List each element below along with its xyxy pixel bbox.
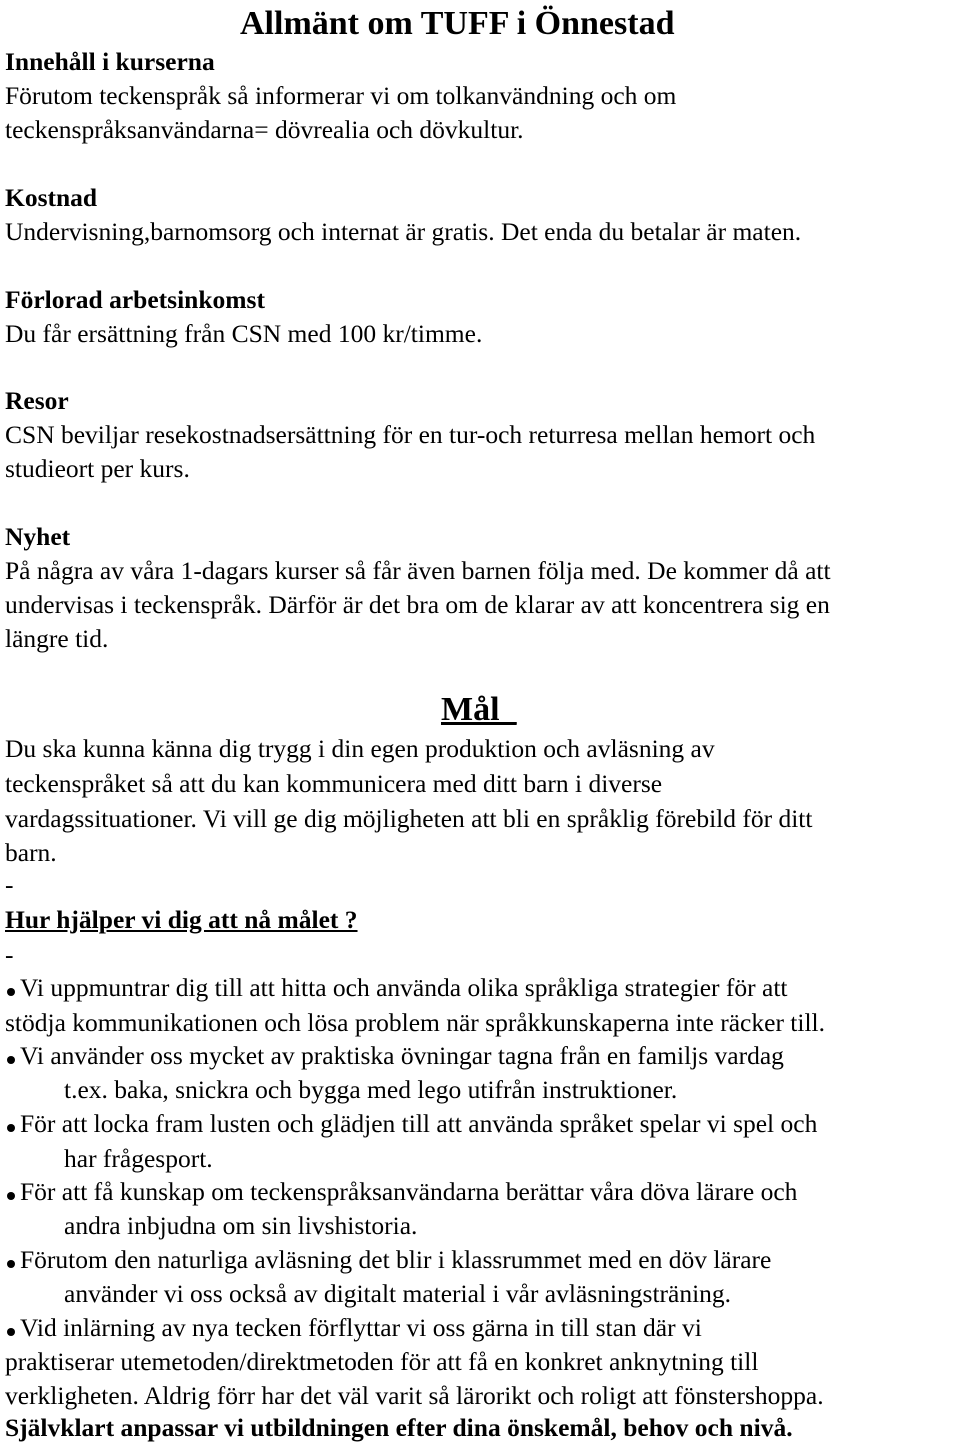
section-heading-news: Nyhet	[5, 522, 71, 551]
goal-heading: Mål_	[441, 691, 517, 728]
goal-line: teckenspråket så att du kan kommunicera med ditt barn i diverse	[5, 769, 663, 798]
bullet-item-line: praktiserar utemetoden/direktmetoden för att få en konkret anknytning till	[5, 1347, 759, 1376]
section-heading-content: Innehåll i kurserna	[5, 47, 215, 76]
bullet-item-line: stödja kommunikationen och lösa problem när språkkunskaperna inte räcker till.	[5, 1008, 826, 1037]
bullet-item-line: verkligheten. Aldrig förr har det väl varit så lärorikt och roligt att fönstershoppa.	[5, 1381, 824, 1410]
section-heading-travel: Resor	[5, 386, 69, 415]
bullet-item-line: t.ex. baka, snickra och bygga med lego utifrån instruktioner.	[64, 1075, 678, 1104]
how-heading: Hur hjälper vi dig att nå målet ?	[5, 905, 358, 934]
bullet-icon	[7, 1056, 15, 1064]
section-news-line: På några av våra 1-dagars kurser så får även barnen följa med. De kommer då att	[5, 556, 831, 585]
section-content-line: teckenspråksanvändarna= dövrealia och dövkultur.	[5, 115, 524, 144]
section-content-line: Förutom teckenspråk så informerar vi om tolkanvändning och om	[5, 81, 677, 110]
bullet-item-line: Förutom den naturliga avläsning det blir i klassrummet med en döv lärare	[20, 1245, 772, 1274]
page-title: Allmänt om TUFF i Önnestad	[240, 5, 675, 42]
bullet-item-line: andra inbjudna om sin livshistoria.	[64, 1211, 418, 1240]
dash-separator: -	[5, 870, 14, 899]
bullet-item-line: Vid inlärning av nya tecken förflyttar vi oss gärna in till stan där vi	[20, 1313, 702, 1342]
section-travel-line: CSN beviljar resekostnadsersättning för en tur-och returresa mellan hemort och	[5, 420, 816, 449]
section-travel-line: studieort per kurs.	[5, 454, 190, 483]
section-cost-line: Undervisning,barnomsorg och internat är gratis. Det enda du betalar är maten.	[5, 217, 802, 246]
bullet-icon	[7, 1328, 15, 1336]
bullet-icon	[7, 1124, 15, 1132]
section-heading-cost: Kostnad	[5, 183, 98, 212]
section-heading-lost-income: Förlorad arbetsinkomst	[5, 285, 265, 314]
bullet-item-line: har frågesport.	[64, 1144, 213, 1173]
bullet-item-line: Vi uppmuntrar dig till att hitta och använda olika språkliga strategier för att	[20, 973, 788, 1002]
dash-separator: -	[5, 940, 14, 969]
goal-line: Du ska kunna känna dig trygg i din egen produktion och avläsning av	[5, 734, 715, 763]
bullet-icon	[7, 988, 15, 996]
closing-statement: Självklart anpassar vi utbildningen efter dina önskemål, behov och nivå.	[5, 1413, 793, 1442]
goal-line: barn.	[5, 838, 57, 867]
bullet-item-line: För att få kunskap om teckenspråksanvändarna berättar våra döva lärare och	[20, 1177, 798, 1206]
section-news-line: undervisas i teckenspråk. Därför är det bra om de klarar av att koncentrera sig en	[5, 590, 830, 619]
section-lost-income-line: Du får ersättning från CSN med 100 kr/timme.	[5, 319, 483, 348]
bullet-item-line: För att locka fram lusten och glädjen till att använda språket spelar vi spel och	[20, 1109, 818, 1138]
bullet-item-line: använder vi oss också av digitalt material i vår avläsningsträning.	[64, 1279, 732, 1308]
bullet-icon	[7, 1260, 15, 1268]
bullet-icon	[7, 1192, 15, 1200]
goal-line: vardagssituationer. Vi vill ge dig möjligheten att bli en språklig förebild för ditt	[5, 804, 813, 833]
bullet-item-line: Vi använder oss mycket av praktiska övningar tagna från en familjs vardag	[20, 1041, 784, 1070]
section-news-line: längre tid.	[5, 624, 109, 653]
